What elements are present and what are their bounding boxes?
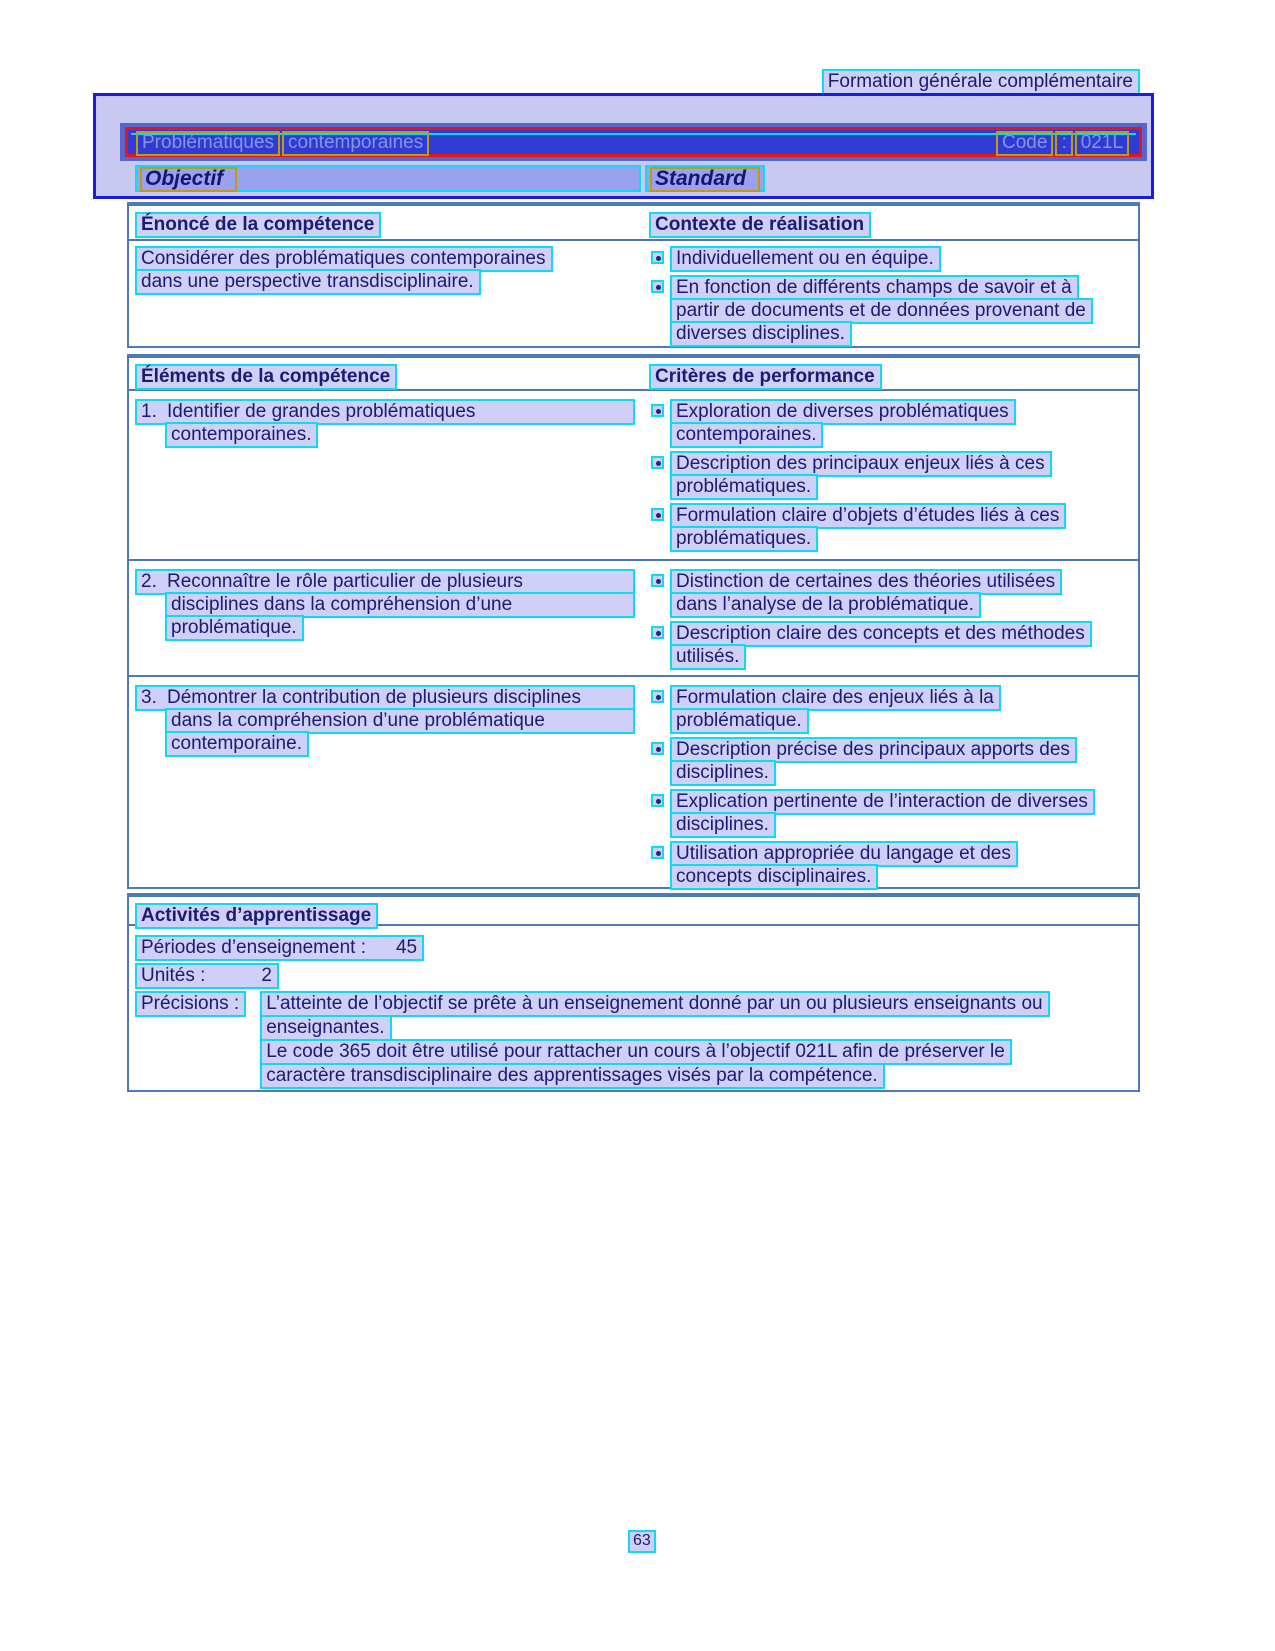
list-item-line: diverses disciplines. bbox=[670, 321, 852, 347]
list-item bbox=[649, 275, 1138, 344]
list-item-line: Explication pertinente de l’interaction de diverses bbox=[670, 789, 1095, 815]
precisions-line: Le code 365 doit être utilisé pour rattacher un cours à l’objectif 021L afin de préserver le bbox=[260, 1039, 1012, 1065]
bullet-icon bbox=[651, 251, 664, 264]
competence-elements-table bbox=[127, 354, 1140, 889]
bullet-icon bbox=[651, 626, 664, 639]
course-title-word-2: contemporaines bbox=[282, 131, 429, 156]
list-item-line: Description des principaux enjeux liés à ces bbox=[670, 451, 1052, 477]
competence-statement-table bbox=[127, 202, 1140, 348]
element-3 bbox=[129, 685, 645, 897]
bullet-icon bbox=[651, 846, 664, 859]
teaching-periods-label: Périodes d’enseignement : bbox=[141, 937, 366, 958]
element-line: problématique. bbox=[165, 615, 304, 641]
precisions-line: L’atteinte de l’objectif se prête à un enseignement donné par un ou plusieurs enseignants ou bbox=[260, 991, 1049, 1017]
criteria-list bbox=[645, 399, 1138, 557]
list-item-line: Individuellement ou en équipe. bbox=[670, 246, 941, 272]
table1-header-row bbox=[129, 206, 1138, 241]
objectif-heading bbox=[135, 165, 641, 192]
course-title-row bbox=[136, 131, 1131, 153]
course-title-word-1: Problématiques bbox=[136, 131, 280, 156]
element-line: disciplines dans la compréhension d’une bbox=[165, 592, 635, 618]
running-header-text: Formation générale complémentaire bbox=[822, 69, 1140, 95]
item-number: 2. bbox=[141, 571, 157, 592]
running-header bbox=[822, 69, 1140, 95]
contexte-list bbox=[645, 246, 1138, 350]
list-item-line: dans l’analyse de la problématique. bbox=[670, 592, 981, 618]
course-title bbox=[136, 131, 431, 156]
bullet-icon bbox=[651, 690, 664, 703]
list-item-line: partir de documents et de données provenant de bbox=[670, 298, 1093, 324]
precisions-row bbox=[135, 991, 1138, 1087]
list-item-line: disciplines. bbox=[670, 812, 776, 838]
standard-label: Standard bbox=[650, 167, 760, 192]
page-number bbox=[628, 1530, 656, 1553]
units-label: Unités : bbox=[141, 965, 206, 986]
header-elements-competence: Éléments de la compétence bbox=[135, 364, 397, 390]
course-title-bar-frame bbox=[125, 127, 1142, 157]
statement-line: dans une perspective transdisciplinaire. bbox=[135, 269, 481, 295]
code-colon: : bbox=[1055, 131, 1072, 156]
table3-header-row bbox=[129, 897, 1138, 926]
header-contexte-realisation: Contexte de réalisation bbox=[649, 212, 871, 238]
list-item-line: Description claire des concepts et des méthodes bbox=[670, 621, 1092, 647]
item-number: 3. bbox=[141, 687, 157, 708]
header-enonce-competence: Énoncé de la compétence bbox=[135, 212, 381, 238]
bullet-icon bbox=[651, 280, 664, 293]
list-item-line: En fonction de différents champs de savoir et à bbox=[670, 275, 1079, 301]
element-2 bbox=[129, 569, 645, 673]
list-item bbox=[649, 246, 1138, 269]
teaching-periods-row bbox=[135, 935, 1138, 958]
table-row bbox=[129, 391, 1138, 559]
list-item-line: concepts disciplinaires. bbox=[670, 864, 878, 890]
objectif-label: Objectif bbox=[140, 167, 237, 192]
precisions-label: Précisions : bbox=[135, 991, 246, 1017]
course-title-bar bbox=[120, 123, 1147, 161]
header-activites: Activités d’apprentissage bbox=[135, 903, 378, 929]
bullet-icon bbox=[651, 794, 664, 807]
units-row bbox=[135, 963, 1138, 986]
criteria-list bbox=[645, 685, 1138, 897]
table1-body bbox=[129, 241, 1138, 350]
code-value: 021L bbox=[1075, 131, 1129, 156]
list-item-line: problématiques. bbox=[670, 474, 818, 500]
list-item bbox=[649, 451, 1138, 497]
list-item bbox=[649, 789, 1138, 835]
list-item-line: problématique. bbox=[670, 708, 809, 734]
units-value: 2 bbox=[261, 965, 272, 986]
list-item-line: problématiques. bbox=[670, 526, 818, 552]
list-item-line: contemporaines. bbox=[670, 422, 823, 448]
teaching-periods-value: 45 bbox=[395, 937, 418, 958]
criteria-list bbox=[645, 569, 1138, 673]
list-item-line: disciplines. bbox=[670, 760, 776, 786]
list-item bbox=[649, 569, 1138, 615]
precisions-line: caractère transdisciplinaire des apprentissages visés par la compétence. bbox=[260, 1063, 884, 1089]
list-item-line: Formulation claire des enjeux liés à la bbox=[670, 685, 1001, 711]
list-item bbox=[649, 737, 1138, 783]
learning-activities-table bbox=[127, 893, 1140, 1092]
element-line: Identifier de grandes problématiques bbox=[167, 401, 476, 422]
element-line: Reconnaître le rôle particulier de plusieurs bbox=[167, 571, 523, 592]
bullet-icon bbox=[651, 456, 664, 469]
list-item-line: Description précise des principaux apports des bbox=[670, 737, 1077, 763]
item-number: 1. bbox=[141, 401, 157, 422]
table3-body bbox=[129, 926, 1138, 1087]
list-item bbox=[649, 399, 1138, 445]
precisions-text bbox=[260, 991, 1049, 1087]
list-item bbox=[649, 621, 1138, 667]
standard-heading bbox=[645, 165, 765, 192]
list-item-line: Formulation claire d’objets d’études liés à ces bbox=[670, 503, 1066, 529]
statement-line: Considérer des problématiques contemporaines bbox=[135, 246, 553, 272]
list-item-line: Distinction de certaines des théories utilisées bbox=[670, 569, 1062, 595]
course-code bbox=[996, 131, 1131, 156]
precisions-line: enseignantes. bbox=[260, 1015, 391, 1041]
bullet-icon bbox=[651, 404, 664, 417]
element-line: contemporaine. bbox=[165, 731, 309, 757]
table2-header-row bbox=[129, 358, 1138, 391]
element-line: contemporaines. bbox=[165, 422, 318, 448]
bullet-icon bbox=[651, 508, 664, 521]
list-item-line: Exploration de diverses problématiques bbox=[670, 399, 1016, 425]
bullet-icon bbox=[651, 742, 664, 755]
bullet-icon bbox=[651, 574, 664, 587]
element-line: dans la compréhension d’une problématique bbox=[165, 708, 635, 734]
element-1 bbox=[129, 399, 645, 557]
list-item bbox=[649, 685, 1138, 731]
list-item bbox=[649, 503, 1138, 549]
competence-statement bbox=[129, 246, 645, 350]
table-row bbox=[129, 559, 1138, 675]
list-item-line: utilisés. bbox=[670, 644, 746, 670]
element-line: Démontrer la contribution de plusieurs disciplines bbox=[167, 687, 581, 708]
header-criteres-performance: Critères de performance bbox=[649, 364, 882, 390]
table-row bbox=[129, 675, 1138, 899]
page-number-text: 63 bbox=[628, 1530, 656, 1553]
list-item bbox=[649, 841, 1138, 887]
code-label: Code bbox=[996, 131, 1053, 156]
list-item-line: Utilisation appropriée du langage et des bbox=[670, 841, 1018, 867]
